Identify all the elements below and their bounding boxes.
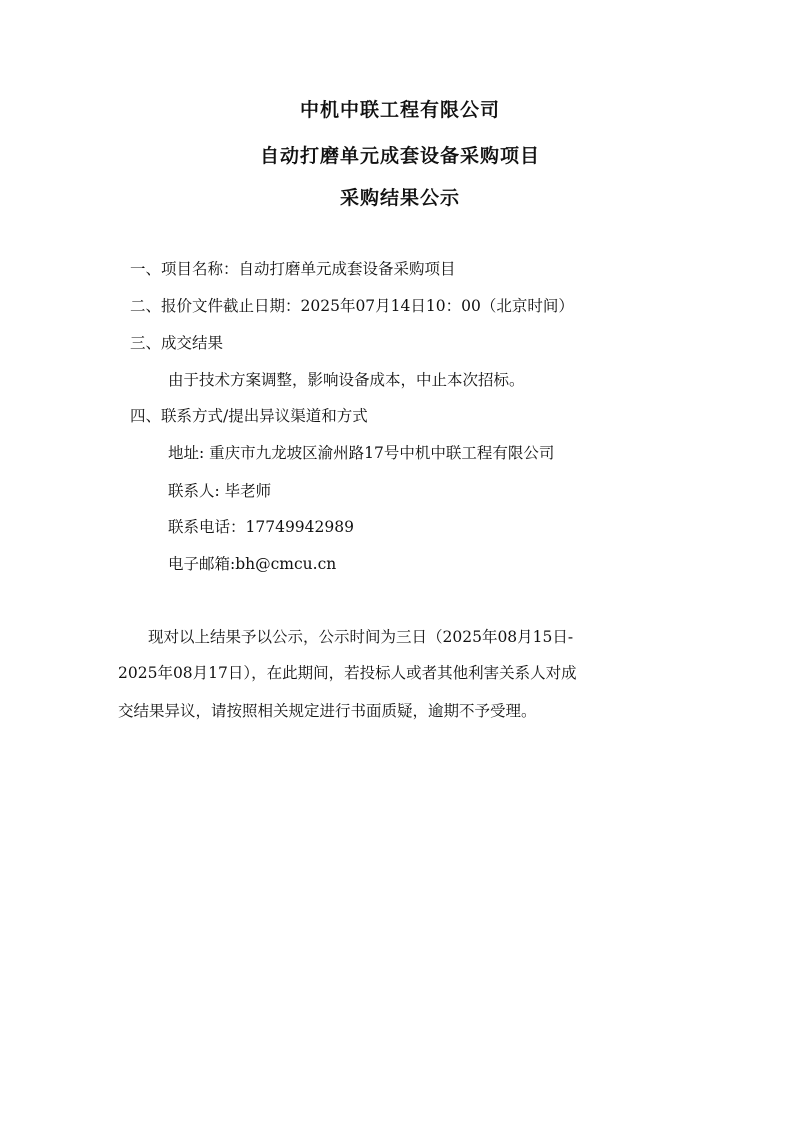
item-contact-heading: 四、联系方式/提出异议渠道和方式 <box>130 407 368 425</box>
company-title: 中机中联工程有限公司 <box>299 99 500 121</box>
item-deadline: 二、报价文件截止日期：2025年07月14日10：00（北京时间） <box>130 297 574 315</box>
closing-paragraph-line-1: 现对以上结果予以公示，公示时间为三日（2025年08月15日- <box>148 628 574 646</box>
project-title: 自动打磨单元成套设备采购项目 <box>259 145 540 167</box>
contact-address: 地址: 重庆市九龙坡区渝州路17号中机中联工程有限公司 <box>168 444 555 462</box>
contact-email: 电子邮箱:bh@cmcu.cn <box>168 555 337 573</box>
item-project-name: 一、项目名称：自动打磨单元成套设备采购项目 <box>130 260 456 278</box>
closing-paragraph-line-2: 2025年08月17日），在此期间，若投标人或者其他利害关系人对成 <box>118 664 577 682</box>
contact-phone: 联系电话：17749942989 <box>168 518 354 536</box>
notice-title: 采购结果公示 <box>339 187 460 209</box>
contact-person: 联系人: 毕老师 <box>168 482 272 500</box>
item-result-text: 由于技术方案调整，影响设备成本，中止本次招标。 <box>168 371 525 389</box>
item-result-heading: 三、成交结果 <box>130 334 224 352</box>
closing-paragraph-line-3: 交结果异议，请按照相关规定进行书面质疑，逾期不予受理。 <box>118 702 537 720</box>
